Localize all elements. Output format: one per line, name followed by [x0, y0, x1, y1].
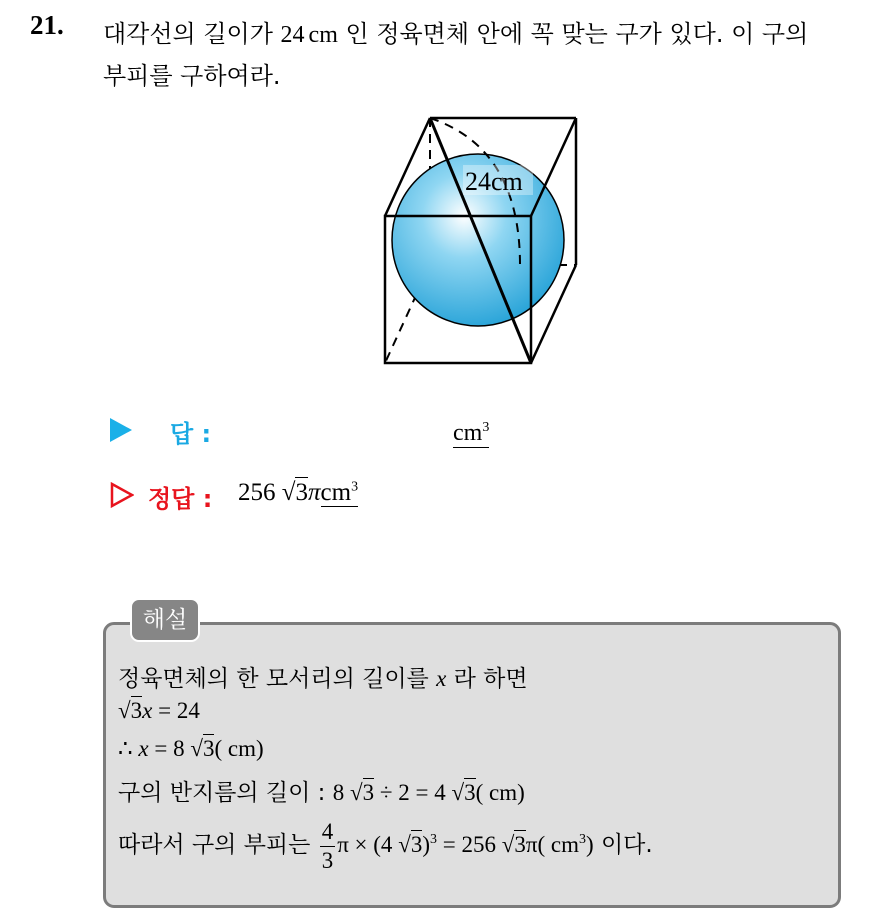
solution-line4-r1: 3: [362, 780, 375, 805]
correct-unit: cm: [320, 479, 352, 506]
solution-line3-radicand: 3: [202, 736, 215, 761]
solution-line1-var: x: [436, 666, 447, 691]
solution-line2-var: x: [142, 698, 153, 723]
correct-marker-icon: [110, 482, 134, 508]
diagonal-unit: cm: [308, 22, 338, 48]
solution-line5-a: π × (4: [337, 831, 393, 857]
solution-line3-pre: ∴: [118, 736, 139, 761]
question-number: 21.: [30, 10, 64, 40]
solution-line1-post: 라 하면: [446, 666, 528, 692]
solution-line4-a: 8: [332, 780, 345, 805]
solution-line1-pre: 정육면체의 한 모서리의 길이를: [118, 666, 437, 692]
solution-line3-var: x: [138, 736, 149, 761]
solution-line5-b: ): [422, 831, 430, 857]
correct-answer-label: 정답 :: [148, 485, 213, 513]
solution-line3-mid: = 8: [148, 736, 185, 761]
correct-coef: 256: [238, 479, 276, 506]
solution-line4-unit: ( cm): [475, 780, 525, 805]
answer-unit-exponent: 3: [482, 420, 490, 435]
answer-unit: [453, 414, 489, 448]
diagonal-value: 24: [280, 22, 305, 48]
correct-answer-value: 256 √3πcm$^3$: [238, 479, 359, 506]
cube-sphere-svg: [370, 108, 585, 373]
correct-unit-exponent: 3: [351, 479, 359, 495]
solution-line3-unit: ( cm): [214, 736, 264, 761]
solution-line5-exp: 3: [429, 832, 437, 848]
solution-line2-radicand: 3: [130, 698, 143, 723]
solution-line-4: 구의 반지름의 길이 : 8 √3 ÷ 2 = 4 √3( cm): [118, 780, 525, 806]
solution-line2-rest: = 24: [152, 698, 200, 723]
fraction-denominator: 3: [321, 848, 334, 873]
answer-row: [110, 410, 530, 450]
solution-line4-r2: 3: [464, 780, 476, 805]
solution-line-3: ∴ x = 8 √3( cm): [118, 736, 264, 761]
solution-line5-exp2: 3: [578, 832, 586, 848]
solution-line4-pre: 구의 반지름의 길이 :: [118, 780, 333, 806]
solution-line5-c: = 256: [436, 831, 496, 857]
solution-line5-d: π( cm: [525, 831, 579, 857]
question-line1-rest: 인 정육면체 안에 꼭 맞는 구가 있다. 이 구의: [337, 20, 809, 48]
question-line1-text: 대각선의 길이가: [103, 20, 281, 48]
answer-label: 답 :: [170, 420, 212, 448]
fraction-numerator: 4: [320, 818, 336, 847]
solution-line5-r1: 3: [410, 831, 423, 857]
solution-line5-e: ): [585, 831, 594, 857]
question-text-line-1: [103, 14, 808, 49]
solution-line-1: [118, 660, 528, 693]
diagonal-label: 24cm: [465, 167, 523, 196]
question-text-line-2: 부피를 구하여라.: [103, 62, 281, 90]
solution-line4-mid: ÷ 2 = 4: [374, 780, 446, 805]
solution-line5-r2: 3: [514, 831, 526, 857]
solution-line-2: √3x = 24: [118, 698, 200, 723]
solution-line-5: 따라서 구의 부피는 $\frac{4}{3}$ π × (4 √3)$^3$ = 256 √3π( $cm^3$) 이다.: [118, 819, 653, 873]
correct-unit-wrap: [321, 479, 359, 507]
fraction-four-thirds: [320, 818, 336, 875]
correct-answer-row: [110, 475, 530, 515]
cube-sphere-figure: [370, 108, 585, 377]
correct-pi: π: [307, 479, 321, 506]
solution-line5-pre: 따라서 구의 부피는: [118, 831, 318, 858]
solution-line5-post: 이다.: [593, 831, 653, 858]
solution-tab: 해설: [130, 598, 200, 642]
answer-unit-text: cm: [453, 420, 483, 446]
answer-marker-icon: [110, 418, 132, 442]
correct-radicand: 3: [295, 479, 308, 506]
